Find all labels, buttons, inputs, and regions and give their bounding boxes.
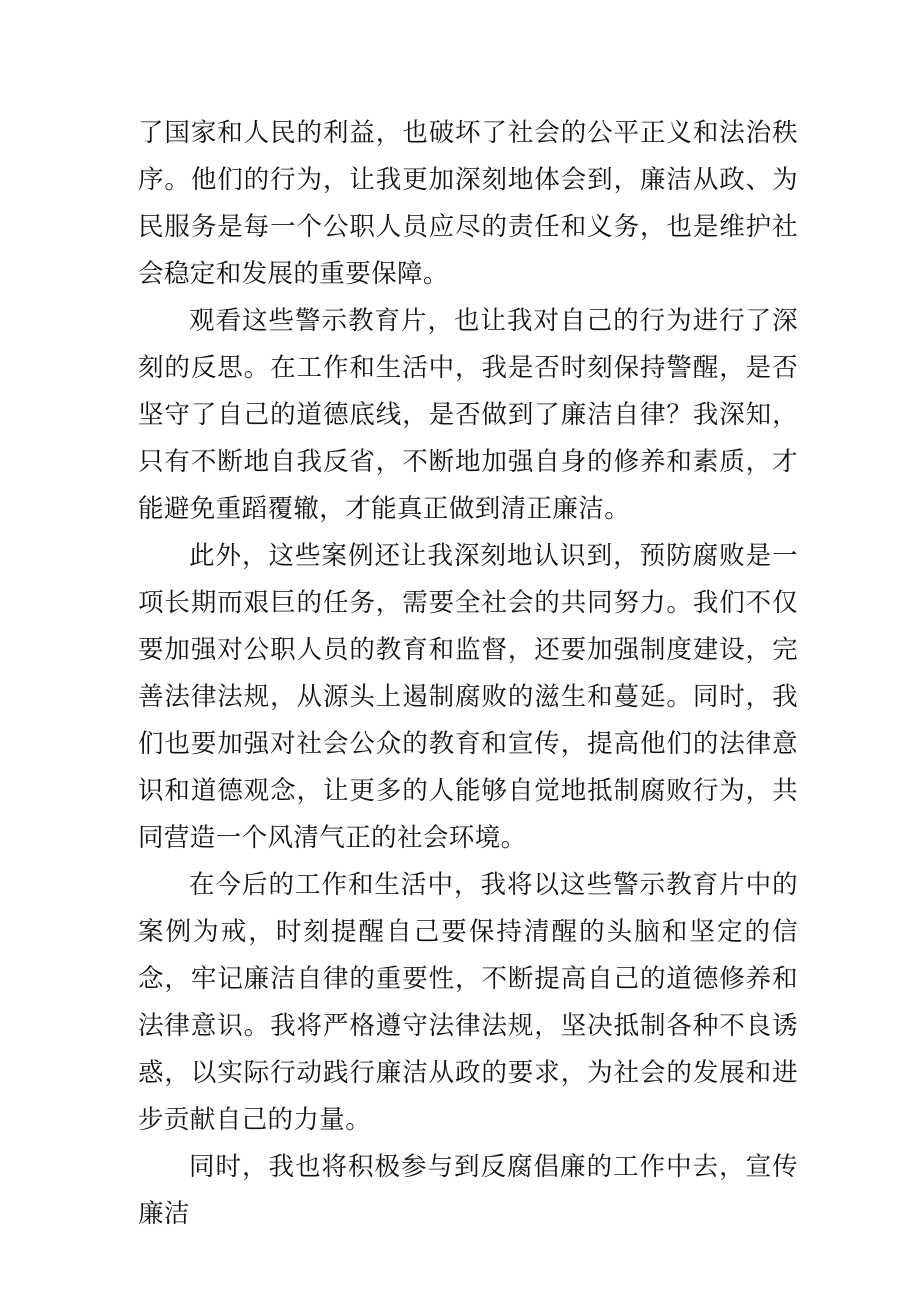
paragraph-participation: 同时，我也将积极参与到反腐倡廉的工作中去，宣传廉洁 — [138, 1152, 798, 1229]
paragraph-commitment: 在今后的工作和生活中，我将以这些警示教育片中的案例为戒，时刻提醒自己要保持清醒的头脑和坚定的信念，牢记廉洁自律的重要性，不断提高自己的道德修养和法律意识。我将严格遵守法律法规，坚决抵制各种不良诱惑，以实际行动践行廉洁从政的要求，为社会的发展和进步贡献自己的力量。 — [138, 870, 798, 1135]
paragraph-reflection: 观看这些警示教育片，也让我对自己的行为进行了深刻的反思。在工作和生活中，我是否时刻保持警醒，是否坚守了自己的道德底线，是否做到了廉洁自律？我深知，只有不断地自我反省，不断地加强自身的修养和素质，才能避免重蹈覆辙，才能真正做到清正廉洁。 — [138, 306, 798, 524]
paragraph-prevention: 此外，这些案例还让我深刻地认识到，预防腐败是一项长期而艰巨的任务，需要全社会的共同努力。我们不仅要加强对公职人员的教育和监督，还要加强制度建设，完善法律法规，从源头上遏制腐败的滋生和蔓延。同时，我们也要加强对社会公众的教育和宣传，提高他们的法律意识和道德观念，让更多的人能够自觉地抵制腐败行为，共同营造一个风清气正的社会环境。 — [138, 541, 798, 853]
document-body — [138, 110, 798, 1238]
paragraph-continued: 了国家和人民的利益，也破坏了社会的公平正义和法治秩序。他们的行为，让我更加深刻地体会到，廉洁从政、为民服务是每一个公职人员应尽的责任和义务，也是维护社会稳定和发展的重要保障。 — [138, 118, 798, 289]
